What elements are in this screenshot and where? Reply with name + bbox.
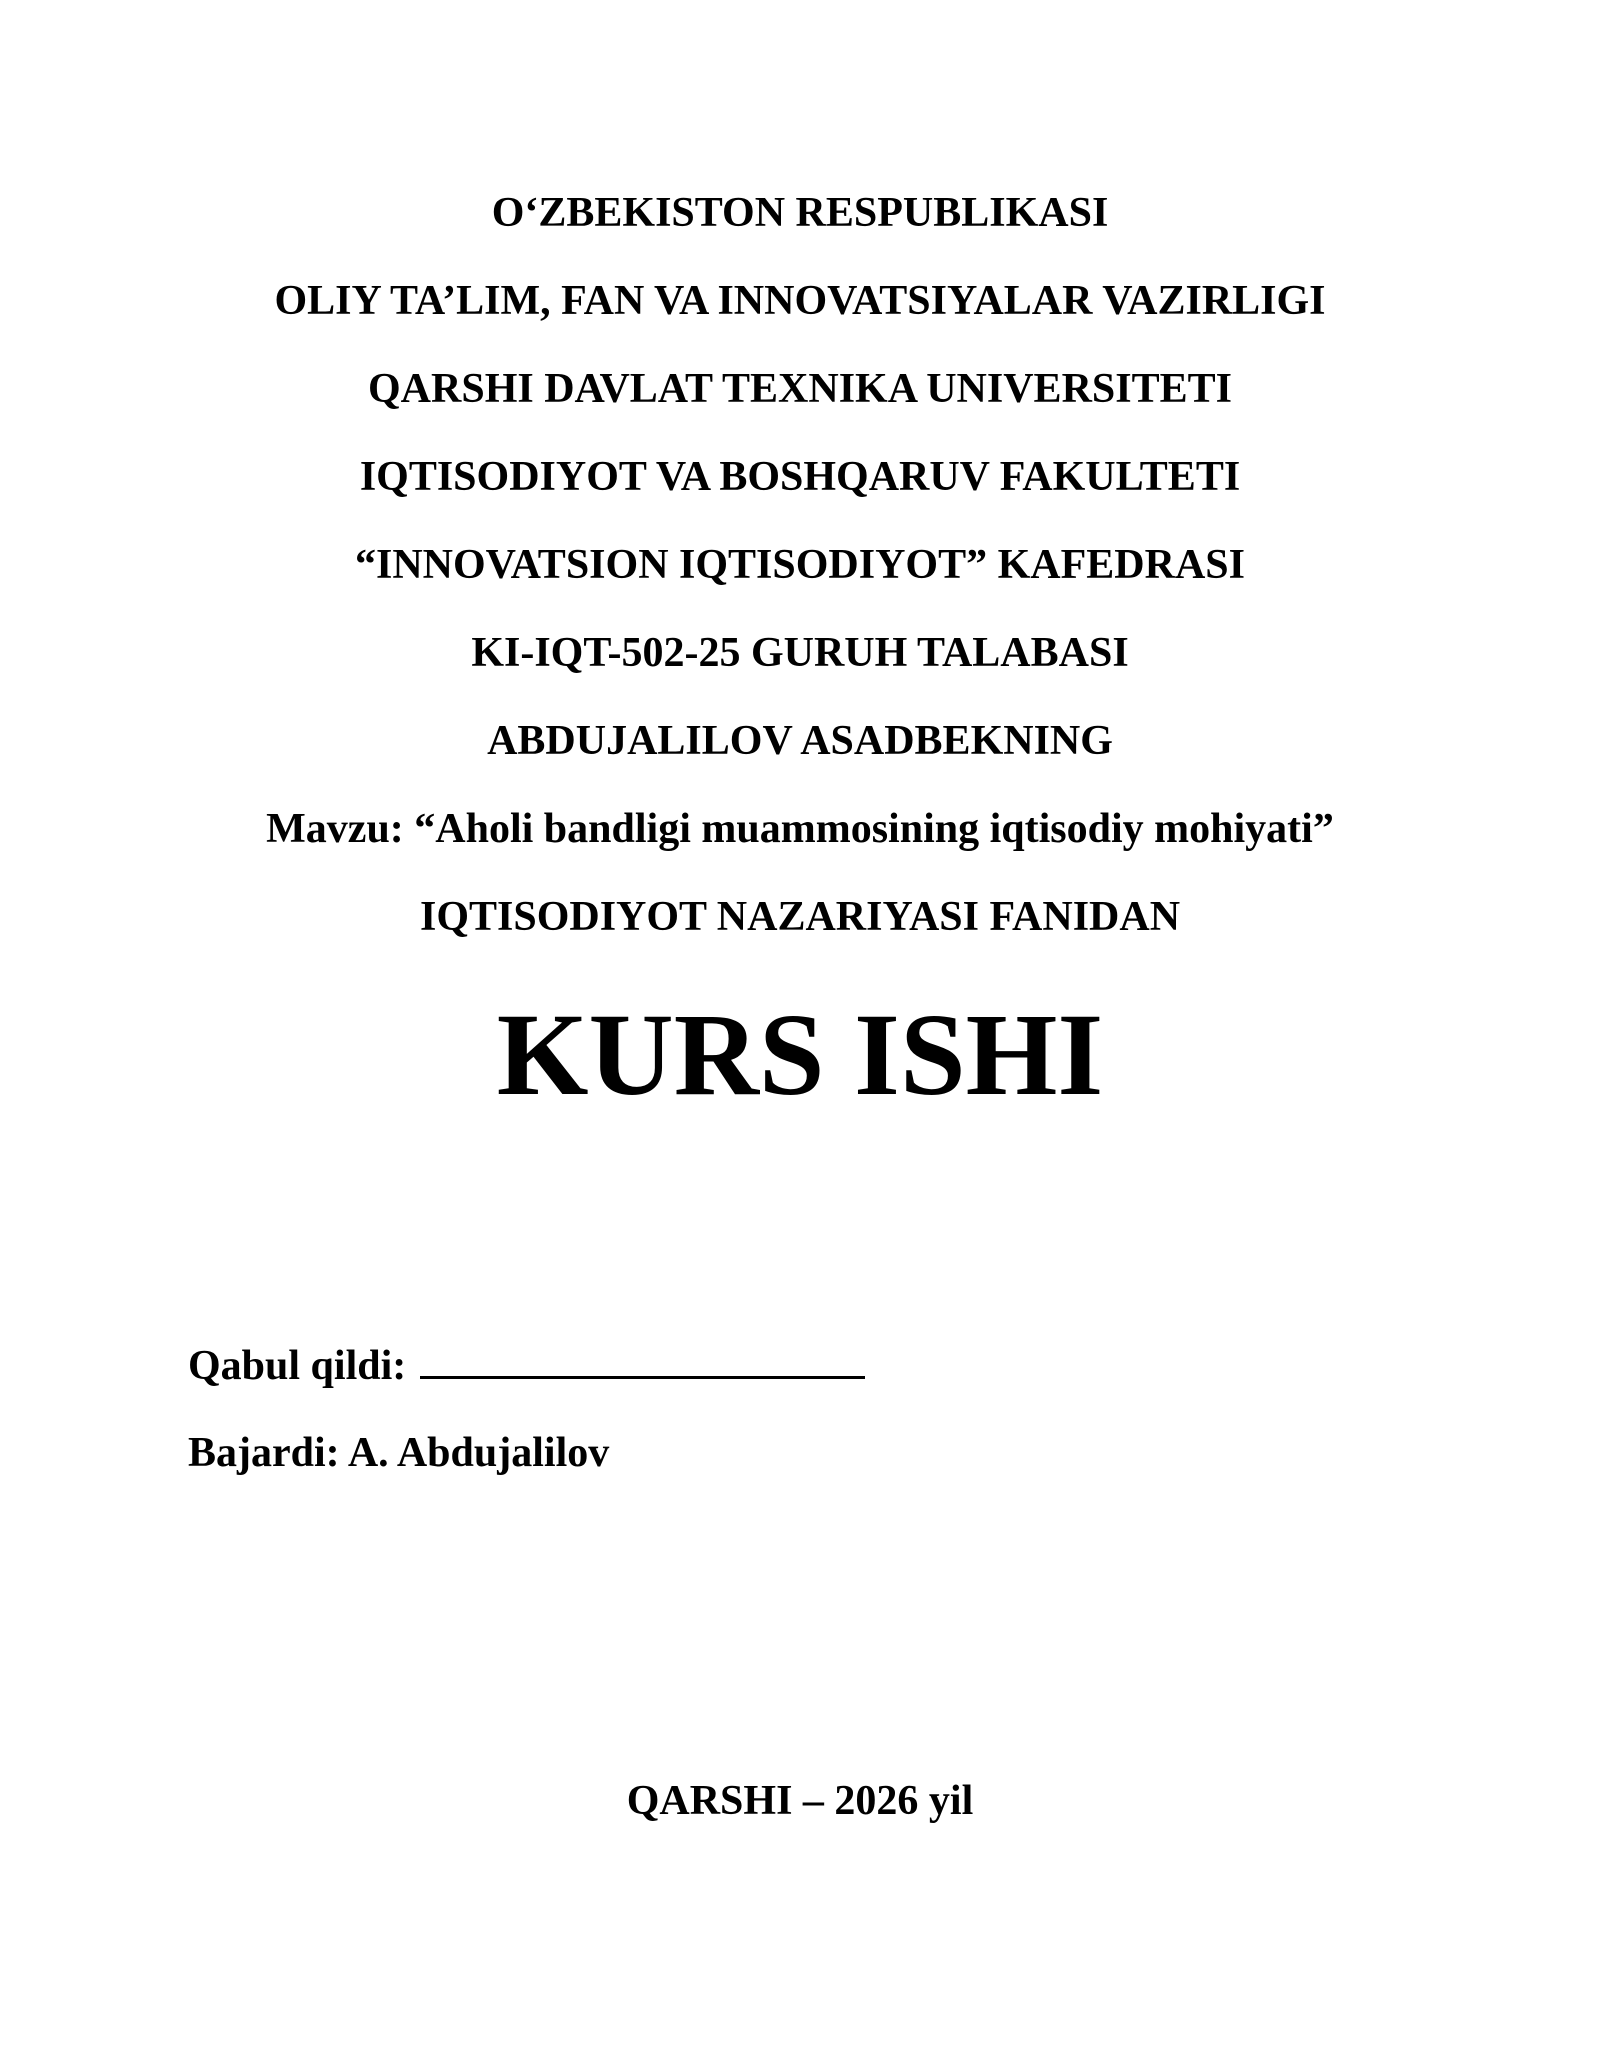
accepted-by-line <box>188 1340 865 1391</box>
performed-by-line: Bajardi: A. Abdujalilov <box>188 1430 610 1476</box>
ministry-line: OLIY TA’LIM, FAN VA INNOVATSIYALAR VAZIRLIGI <box>274 278 1326 324</box>
city-year-footer: QARSHI – 2026 yil <box>626 1778 974 1824</box>
accepted-by-label: Qabul qildi: <box>188 1343 407 1389</box>
university-line: QARSHI DAVLAT TEXNIKA UNIVERSITETI <box>368 366 1232 412</box>
student-name-line: ABDUJALILOV ASADBEKNING <box>487 718 1113 764</box>
department-line: “INNOVATSION IQTISODIYOT” KAFEDRASI <box>355 542 1245 588</box>
document-title: KURS ISHI <box>496 989 1104 1120</box>
faculty-line: IQTISODIYOT VA BOSHQARUV FAKULTETI <box>359 454 1241 500</box>
subject-line: IQTISODIYOT NAZARIYASI FANIDAN <box>419 894 1181 940</box>
group-line: KI-IQT-502-25 GURUH TALABASI <box>471 630 1129 676</box>
country-line: O‘ZBEKISTON RESPUBLIKASI <box>491 190 1109 236</box>
signature-blank <box>420 1340 865 1379</box>
topic-line: Mavzu: “Aholi bandligi muammosining iqtisodiy mohiyati” <box>266 806 1334 852</box>
